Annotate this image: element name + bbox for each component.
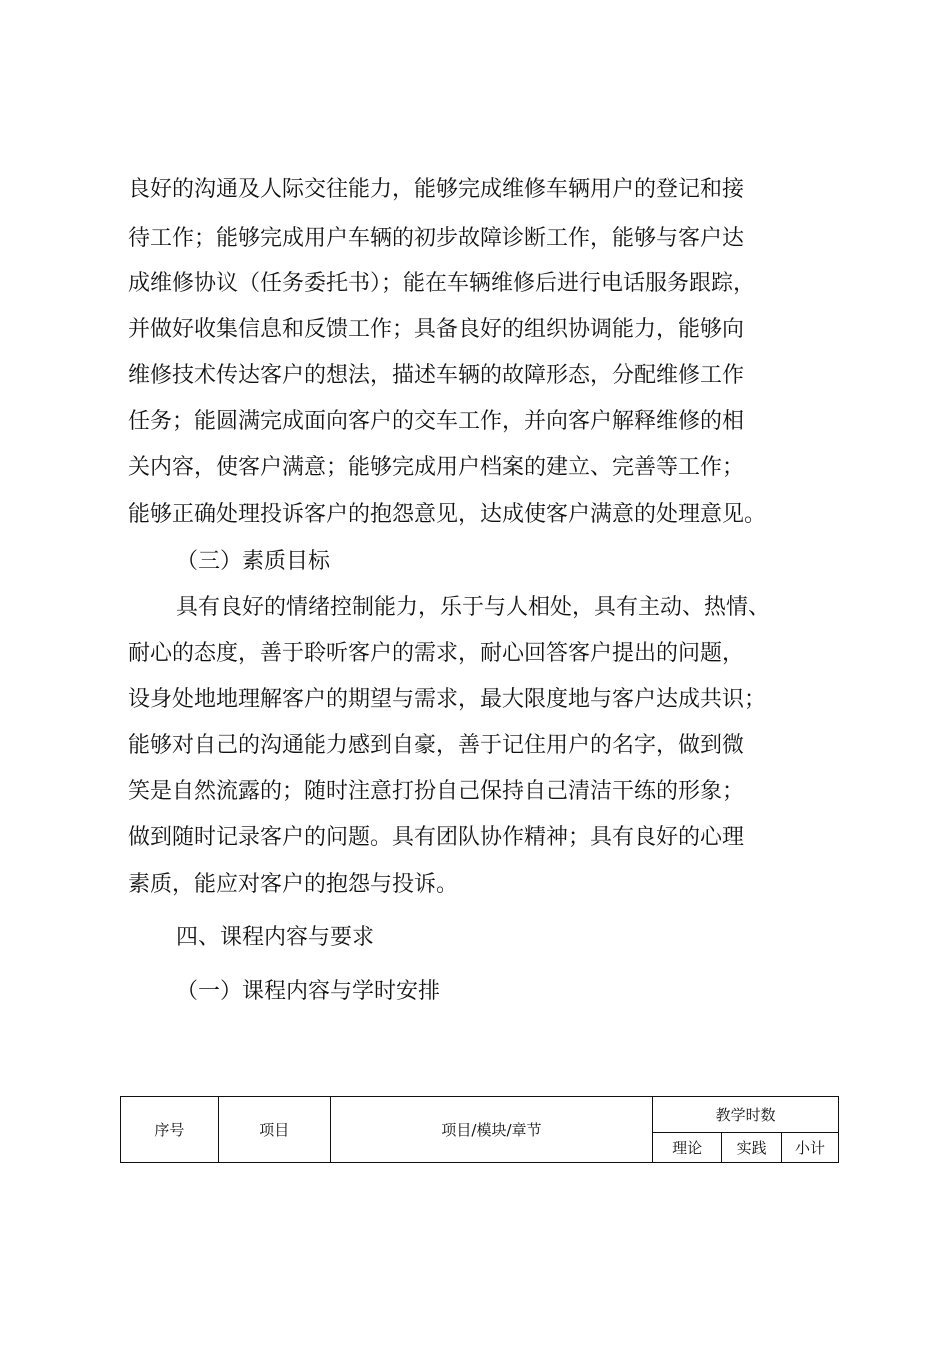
quality-line-6: 做到随时记录客户的问题。具有团队协作精神；具有良好的心理: [128, 825, 745, 850]
body-line-6: 任务；能圆满完成面向客户的交车工作，并向客户解释维修的相: [128, 409, 745, 434]
quality-line-5: 笑是自然流露的；随时注意打扮自己保持自己清洁干练的形象；: [128, 779, 745, 804]
header-module: 项目/模块/章节: [330, 1097, 653, 1163]
body-line-3: 成维修协议（任务委托书）；能在车辆维修后进行电话服务跟踪，: [128, 271, 756, 296]
quality-line-4: 能够对自己的沟通能力感到自豪，善于记住用户的名字，做到微: [128, 733, 745, 758]
heading-schedule: （一）课程内容与学时安排: [176, 979, 441, 1004]
header-index: 序号: [121, 1097, 219, 1163]
body-line-8: 能够正确处理投诉客户的抱怨意见，达成使客户满意的处理意见。: [128, 502, 767, 527]
body-line-1: 良好的沟通及人际交往能力，能够完成维修车辆用户的登记和接: [128, 177, 745, 202]
quality-line-2: 耐心的态度，善于聆听客户的需求，耐心回答客户提出的问题，: [128, 641, 745, 666]
body-line-5: 维修技术传达客户的想法，描述车辆的故障形态，分配维修工作: [128, 363, 745, 388]
body-line-2: 待工作；能够完成用户车辆的初步故障诊断工作，能够与客户达: [128, 226, 745, 251]
body-line-4: 并做好收集信息和反馈工作；具备良好的组织协调能力，能够向: [128, 317, 745, 342]
quality-line-3: 设身处地地理解客户的期望与需求，最大限度地与客户达成共识；: [128, 687, 767, 712]
header-theory: 理论: [653, 1133, 722, 1163]
header-project: 项目: [218, 1097, 330, 1163]
section-heading-quality: （三）素质目标: [176, 549, 331, 574]
header-subtotal: 小计: [782, 1133, 839, 1163]
body-line-7: 关内容，使客户满意；能够完成用户档案的建立、完善等工作；: [128, 455, 745, 480]
heading-course-content: 四、课程内容与要求: [176, 925, 375, 950]
header-practice: 实践: [722, 1133, 782, 1163]
quality-line-7: 素质，能应对客户的抱怨与投诉。: [128, 872, 459, 897]
header-teaching-hours: 教学时数: [653, 1097, 839, 1133]
quality-line-1: 具有良好的情绪控制能力，乐于与人相处，具有主动、热情、: [176, 595, 771, 620]
course-hours-table: [120, 1096, 839, 1163]
